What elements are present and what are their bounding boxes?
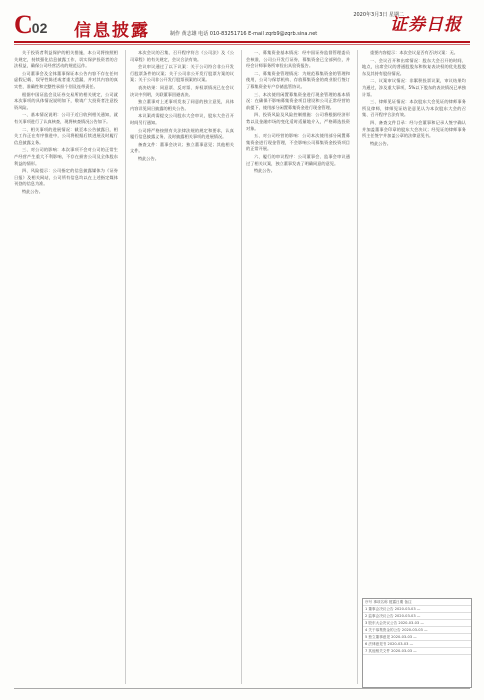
- paragraph: 表决结果：同意票、反对票、弃权票情况已在会议决议中列明，关联董事回避表决。: [130, 84, 234, 97]
- editor-info: 制作 黄志雄 电话 010-83251716 E-mail zqrb9@zqrb.sina.net: [170, 31, 318, 37]
- paragraph: 会议审议通过了以下议案：关于公司符合非公开发行股票条件的议案；关于公司非公开发行股票方案的议案；关于公司非公开发行股票预案的议案。: [130, 64, 234, 83]
- paragraph: 公司将严格按照有关法律法规的规定和要求，认真履行信息披露义务，及时披露相关事项的进展情况。: [130, 127, 234, 140]
- text-column-2: [130, 50, 234, 680]
- paragraph: 一、会议召开和出席情况：股东大会召开的时间、地点，出席会议的普通股股东和恢复表决权的优先股股东及其持有股份情况。: [362, 57, 466, 76]
- paragraph: 特此公告。: [138, 155, 159, 161]
- page-header: [0, 0, 484, 44]
- paragraph: 四、备查文件目录：经与会董事和记录人签字确认并加盖董事会印章的股东大会决议；经见证的律师事务所主任签字并加盖公章的法律意见书。: [362, 119, 466, 139]
- paragraph: 三、本次使用闲置募集资金进行现金管理的基本情况：在确保不影响募集资金项目建设和公司正常经营的前提下，使用部分闲置募集资金进行现金管理。: [246, 91, 350, 110]
- paragraph: 四、投资风险及风险控制措施：公司将根据经济形势以及金融市场的变化适时适量地介入，严格筛选投资对象。: [246, 112, 350, 131]
- text-column-4: [362, 50, 466, 594]
- paragraph: 二、相关事项的进展情况：截至本公告披露日，相关工作正在有序推进中，公司将根据后续进展及时履行信息披露义务。: [14, 126, 118, 145]
- paragraph: 二、议案审议情况：非累积投票议案，审议结果均为通过，涉及重大事项，5%以下股东的表决情况已单独计票。: [362, 78, 466, 97]
- page-letter: C: [14, 10, 32, 39]
- issue-date: 2020年3月3日 星期二: [353, 12, 404, 18]
- paragraph: 特此公告。: [370, 140, 391, 146]
- page-number-digits: 02: [31, 20, 48, 36]
- paragraph: 六、履行的审议程序：公司董事会、监事会审议通过了相关议案，独立董事发表了明确同意的意见。: [246, 153, 350, 166]
- table-row: 4 关于募集资金的公告 2020-03-03 —: [363, 627, 471, 634]
- footer-rule: [14, 688, 470, 689]
- paragraph: 本议案尚需提交公司股东大会审议，股东大会召开时间另行通知。: [130, 113, 234, 125]
- newspaper-logo: 证券日报: [390, 15, 462, 35]
- column-divider: [125, 50, 126, 684]
- page-number: [14, 12, 47, 41]
- paragraph: 备查文件：董事会决议；独立董事意见；其他相关文件。: [130, 141, 234, 154]
- column-divider: [241, 50, 242, 684]
- paragraph: 关于投资者利益保护的相关措施，本公司将按照相关规定，持续强化信息披露工作，切实保护投资者的合法权益，确保公司经营活动的规范运作。: [14, 50, 118, 69]
- text-column-1: [14, 50, 118, 680]
- paragraph: 三、律师见证情况：本次股东大会见证的律师事务所及律师，律师见证结论意见认为本次股东大会的召集、召开程序合法有效。: [362, 99, 466, 118]
- header-rule-thin: [14, 44, 470, 45]
- paragraph: 一、基本情况说明：公司于近日收到相关通知，就有关事项进行了认真核查，现将核查情况公告如下。: [14, 112, 118, 124]
- paragraph: 特此公告。: [254, 168, 275, 174]
- table-row: 6 法律意见书 2020-03-03 —: [363, 641, 471, 648]
- paragraph: 重要内容提示：本次会议是否有否决议案：无。: [370, 50, 458, 55]
- table-row: 1 董事会决议公告 2020-03-03 —: [363, 606, 471, 613]
- paragraph: 一、募集资金基本情况：经中国证券监督管理委员会核准，公司公开发行证券，募集资金已全部到位，并经会计师事务所审验出具验资报告。: [246, 50, 350, 69]
- text-column-3: [246, 50, 350, 680]
- table-row: 7 其他相关文件 2020-03-03 —: [363, 648, 471, 655]
- table-row: 序号 事项名称 披露日期 备注: [363, 599, 471, 606]
- paragraph: 公司董事会及全体董事保证本公告内容不存在任何虚假记载、误导性陈述或者重大遗漏，并对其内容的真实性、准确性和完整性承担个别及连带责任。: [14, 70, 118, 89]
- paragraph: 三、对公司的影响：本次事项不会对公司的正常生产经营产生重大不利影响，不存在损害公司及全体股东利益的情形。: [14, 147, 118, 166]
- paragraph: 根据中国证监会及证券交易所的相关规定，公司就本次事项的具体情况说明如下，敬请广大投资者注意投资风险。: [14, 91, 118, 110]
- table-row: 5 独立董事意见 2020-03-03 —: [363, 634, 471, 641]
- paragraph: 二、募集资金管理情况：为规范募集资金的管理和使用，公司与保荐机构、存放募集资金的商业银行签订了募集资金专户存储监管协议。: [246, 70, 350, 89]
- paragraph: 本次会议的召集、召开程序符合《公司法》及《公司章程》的有关规定，会议合法有效。: [130, 50, 234, 62]
- header-rule: [14, 41, 470, 43]
- paragraph: 特此公告。: [22, 188, 43, 194]
- table-row: 2 监事会决议公告 2020-03-03 —: [363, 613, 471, 620]
- disclosure-table: [362, 598, 472, 688]
- paragraph: 独立董事对上述事项发表了同意的独立意见，具体内容详见同日披露的相关公告。: [130, 99, 234, 111]
- column-divider: [357, 50, 358, 684]
- paragraph: 五、对公司经营的影响：公司本次使用部分闲置募集资金进行现金管理，不会影响公司募集资金投资项目的正常开展。: [246, 133, 350, 152]
- table-row: 3 股东大会决议公告 2020-03-03 —: [363, 620, 471, 627]
- section-title: 信息披露: [74, 21, 150, 41]
- paragraph: 四、风险提示：公司指定的信息披露媒体为《证券日报》及相关网站，公司所有信息均以在上述指定媒体刊登的信息为准。: [14, 168, 118, 187]
